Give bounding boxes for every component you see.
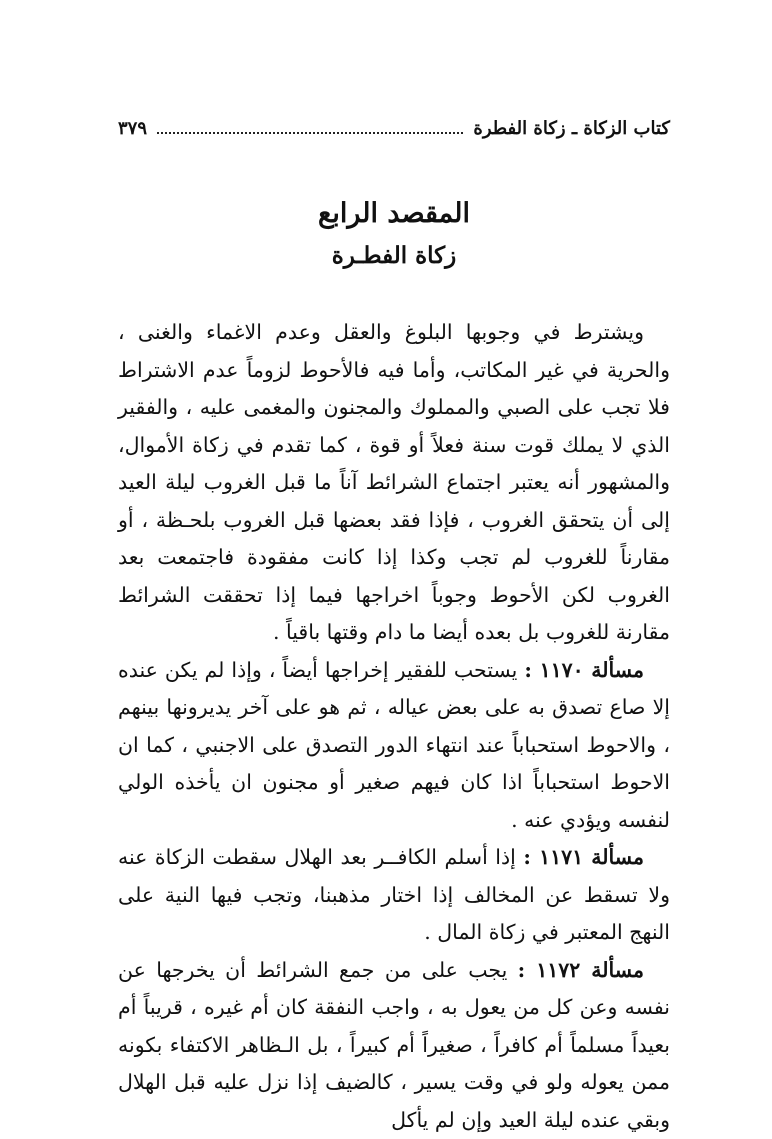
running-header <box>118 112 670 146</box>
paragraph-intro <box>118 314 670 652</box>
dot-leader <box>157 132 463 134</box>
issue-label: مسألة ١١٧١ : <box>523 845 644 869</box>
issue-1170 <box>118 652 670 840</box>
issue-text: يجب على من جمع الشرائط أن يخرجها عن نفسه وعن كل من يعول به ، واجب النفقة كان أم غيره ، قريباً أم بعيداً مسلماً أم كافراً ، صغيراً أم كبيراً ، بل الـظاهر الاكتفاء بكونه ممن يعوله ولو في وقت يسير ، كالضيف إذا نزل عليه قبل الهلال وبقي عنده ليلة العيد وإن لم يأكل <box>118 958 670 1132</box>
page-number: ٣٧٩ <box>118 112 147 146</box>
issue-1171 <box>118 839 670 952</box>
issue-text: إذا أسلم الكافــر بعد الهلال سقطت الزكاة عنه ولا تسقط عن المخالف إذا اختار مذهبنا، وتجب فيها النية على النهج المعتبر في زكاة المال . <box>118 845 670 944</box>
chapter-title: المقصد الرابع <box>118 192 670 236</box>
running-title: كتاب الزكاة ـ زكاة الفطرة <box>473 112 670 146</box>
issue-text: يستحب للفقير إخراجها أيضاً ، وإذا لم يكن عنده إلا صاع تصدق به على بعض عياله ، ثم هو على آخر يديرونها بينهم ، والاحوط استحباباً عند انتهاء الدور التصدق على الاجنبي ، كما ان الاحوط استحباباً اذا كان فيهم صغير أو مجنون ان يأخذه الولي لنفسه ويؤدي عنه . <box>118 658 670 832</box>
body-text <box>118 314 670 1139</box>
chapter-subtitle: زكاة الفطـرة <box>118 236 670 276</box>
issue-label: مسألة ١١٧٠ : <box>524 658 644 682</box>
issue-1172 <box>118 952 670 1139</box>
issue-label: مسألة ١١٧٢ : <box>518 958 644 982</box>
paragraph-text: ويشترط في وجوبها البلوغ والعقل وعدم الاغماء والغنى ، والحرية في غير المكاتب، وأما فيه فالأحوط لزوماً عدم الاشتراط فلا تجب على الصبي والمملوك والمجنون والمغمى عليه ، والفقير الذي لا يملك قوت سنة فعلاً أو قوة ، كما تقدم في زكاة الأموال، والمشهور أنه يعتبر اجتماع الشرائط آناً ما قبل الغروب ليلة العيد إلى أن يتحقق الغروب ، فإذا فقد بعضها قبل الغروب بلحـظة ، أو مقارناً للغروب لم تجب وكذا إذا كانت مفقودة فاجتمعت بعد الغروب لكن الأحوط وجوباً اخراجها فيما إذا تحققت الشرائط مقارنة للغروب بل بعده أيضا ما دام وقتها باقياً . <box>118 320 670 644</box>
chapter-heading <box>118 192 670 276</box>
